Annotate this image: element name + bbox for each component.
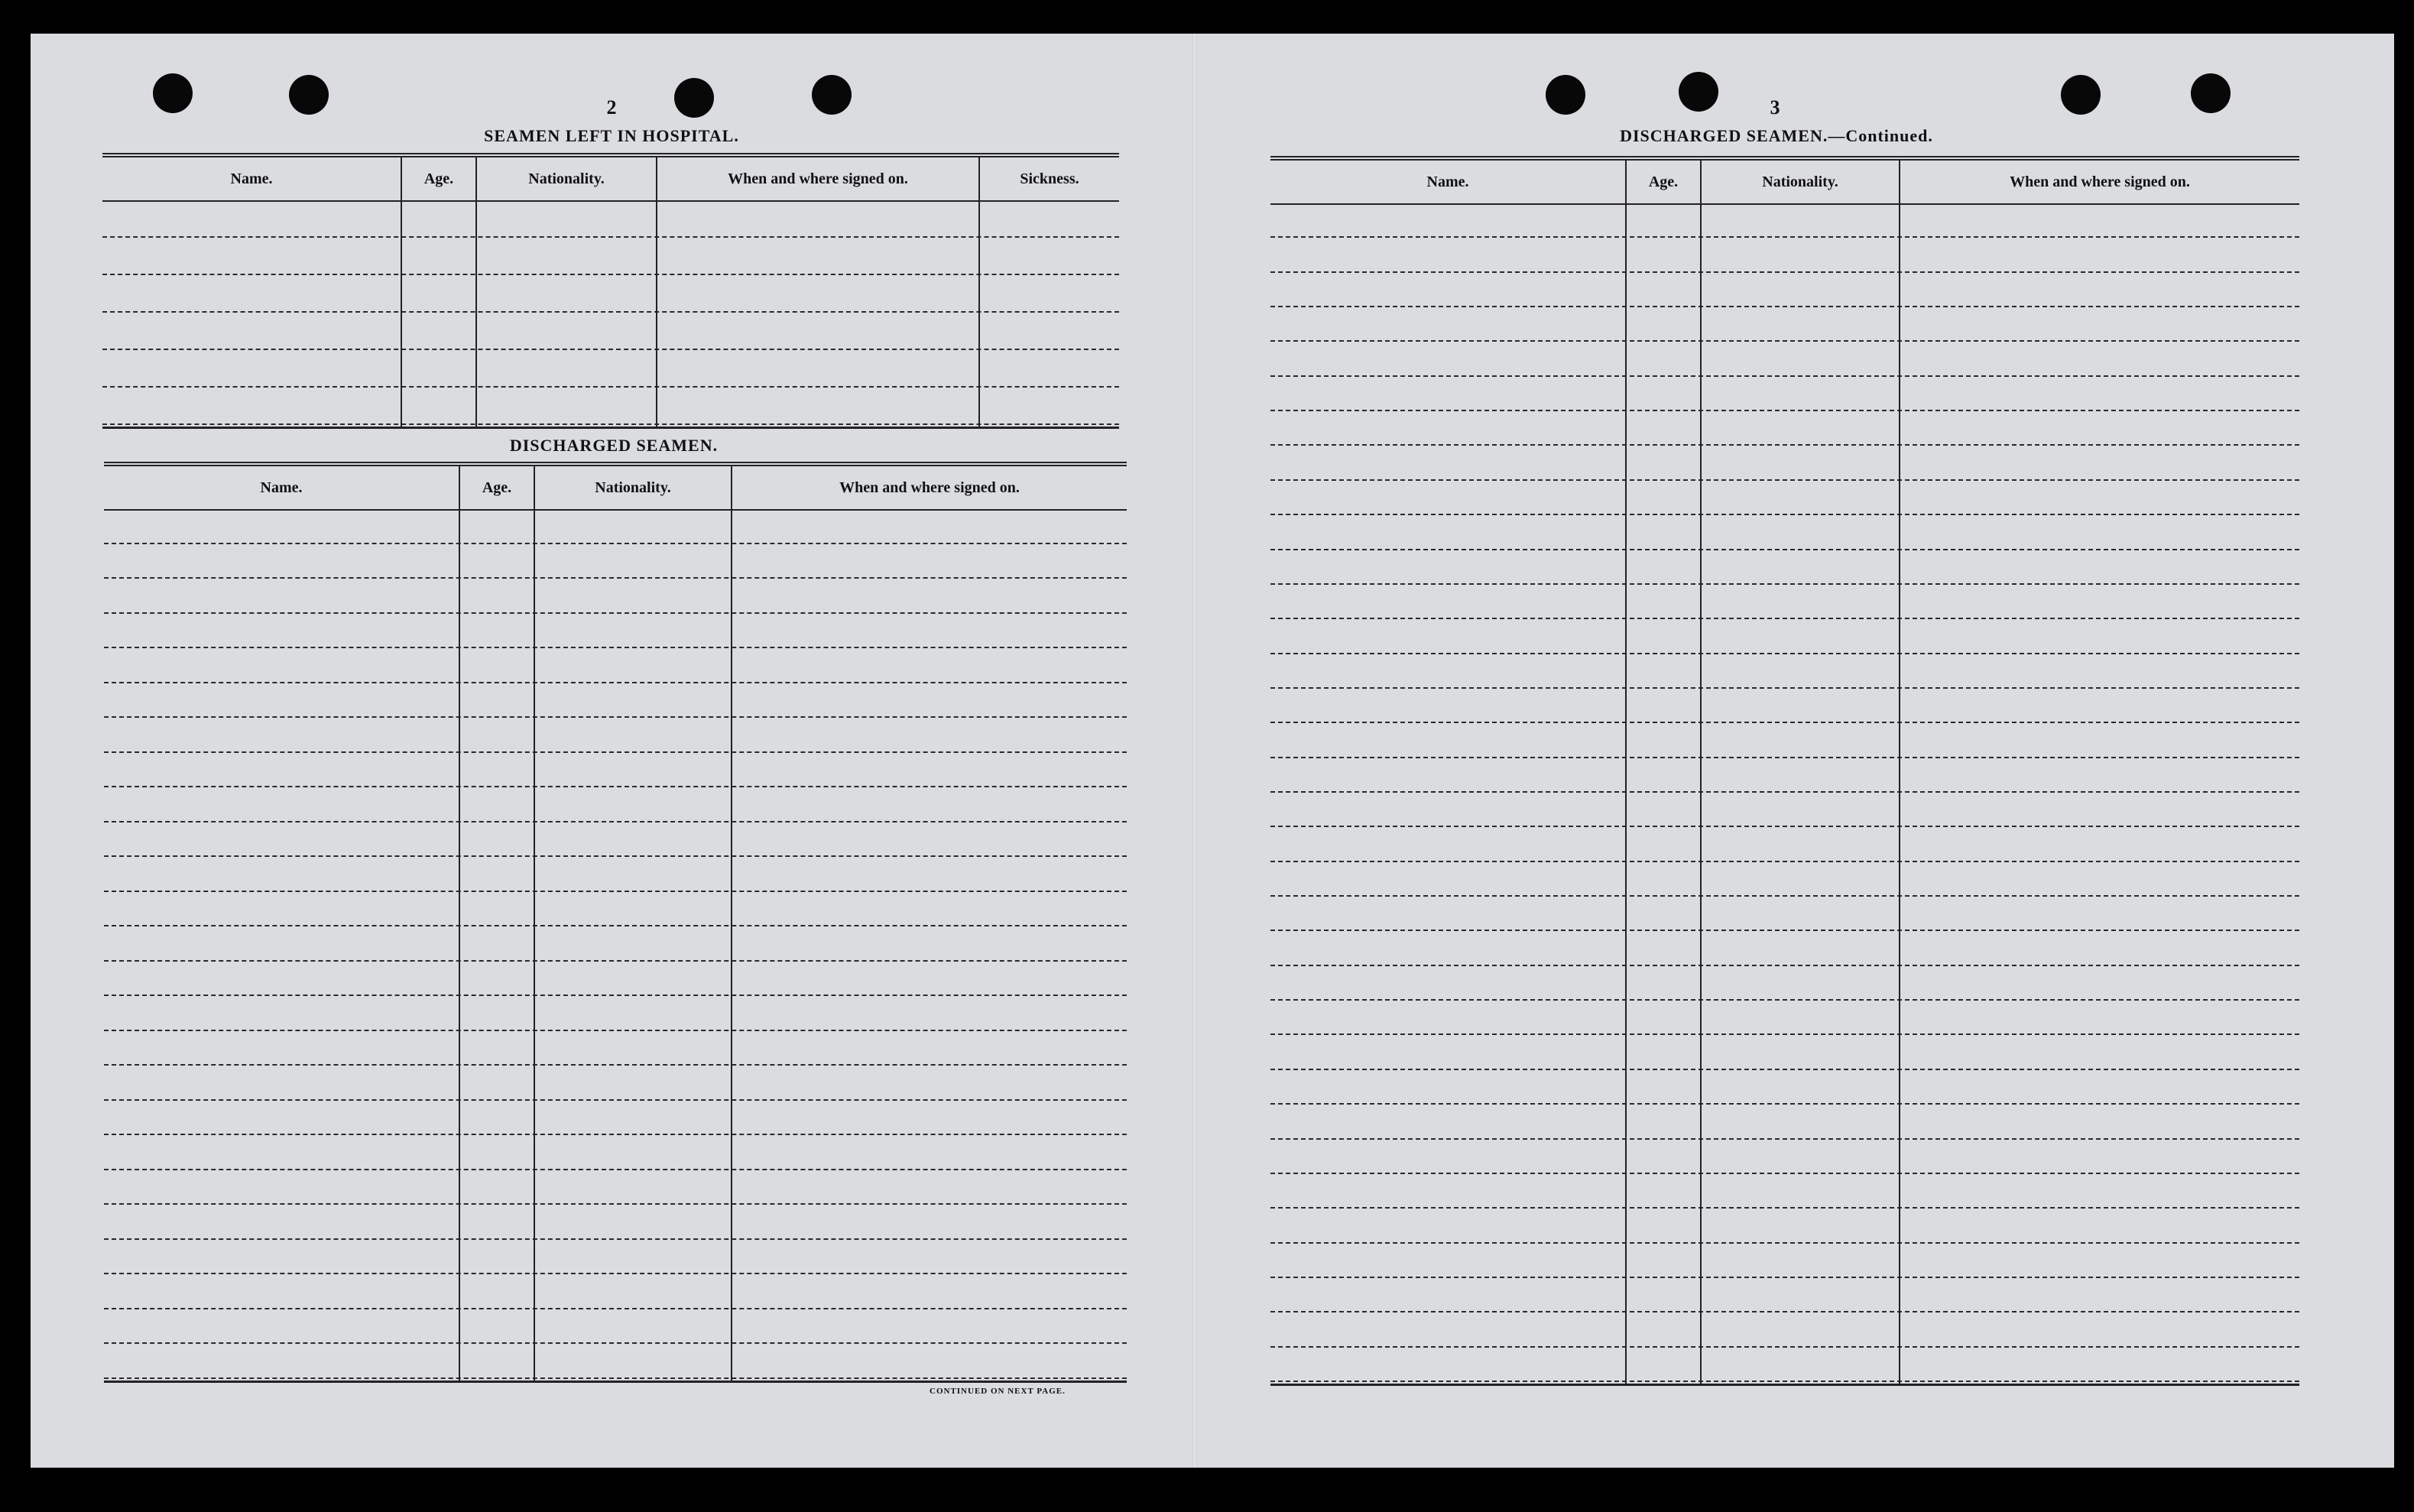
col-header-age: Age. (1625, 161, 1700, 203)
punch-hole (674, 78, 714, 118)
col-header-name: Name. (230, 170, 273, 187)
ruled-row-line (104, 751, 1127, 753)
hospital-section-title: SEAMEN LEFT IN HOSPITAL. (484, 126, 739, 145)
col-header-when-where: When and where signed on. (1899, 161, 2299, 203)
col-header-sickness: Sickness. (978, 157, 1119, 200)
punch-hole (1679, 72, 1718, 112)
ruled-row-line (1270, 410, 2299, 411)
continued-note: CONTINUED ON NEXT PAGE. (930, 1387, 1066, 1396)
ruled-row-line (1270, 1277, 2299, 1278)
ruled-row-line (1270, 549, 2299, 550)
column-divider (1625, 205, 1627, 1384)
ruled-row-line (1270, 930, 2299, 931)
ruled-row-line (104, 543, 1127, 544)
ruled-row-line (102, 236, 1119, 238)
hospital-table-header (102, 157, 1119, 202)
ruled-row-line (104, 925, 1127, 926)
ruled-row-line (1270, 479, 2299, 481)
ruled-row-line (102, 349, 1119, 350)
ruled-row-line (1270, 1207, 2299, 1209)
hospital-table-body (102, 202, 1119, 427)
discharged-table-body (104, 511, 1127, 1381)
discharged-continued-body (1270, 205, 2299, 1384)
column-divider (978, 202, 980, 427)
ruled-row-line (1270, 1311, 2299, 1312)
ruled-row-line (104, 855, 1127, 857)
ruled-row-line (102, 311, 1119, 313)
punch-hole (289, 75, 329, 115)
col-header-nationality: Nationality. (1700, 161, 1899, 203)
ruled-row-line (1270, 791, 2299, 793)
ruled-row-line (104, 716, 1127, 718)
column-divider (1700, 205, 1702, 1384)
ruled-row-line (104, 786, 1127, 787)
col-header-nationality: Nationality. (475, 157, 656, 200)
ruled-row-line (1270, 1173, 2299, 1174)
ruled-row-line (1270, 514, 2299, 515)
ruled-row-line (1270, 340, 2299, 342)
ruled-row-line (1270, 1242, 2299, 1244)
page-fold (1192, 34, 1197, 1468)
ruled-row-line (1270, 618, 2299, 619)
ruled-row-line (1270, 895, 2299, 897)
ruled-row-line (1270, 965, 2299, 966)
ruled-row-line (102, 423, 1119, 425)
ruled-row-line (104, 1308, 1127, 1309)
ruled-row-line (104, 1273, 1127, 1274)
column-divider (1899, 205, 1900, 1384)
punch-hole (812, 75, 852, 115)
hospital-table (102, 153, 1119, 429)
ruled-row-line (104, 647, 1127, 648)
ruled-row-line (1270, 1103, 2299, 1105)
discharged-continued-table (1270, 156, 2299, 1386)
ruled-row-line (104, 994, 1127, 996)
col-header-name: Name. (1426, 173, 1469, 190)
ruled-row-line (1270, 1033, 2299, 1035)
col-header-when-where: When and where signed on. (656, 157, 978, 200)
ruled-row-line (1270, 306, 2299, 307)
ruled-row-line (1270, 757, 2299, 758)
ruled-row-line (104, 577, 1127, 579)
ruled-row-line (1270, 583, 2299, 585)
column-divider (459, 511, 460, 1381)
ruled-row-line (1270, 722, 2299, 723)
ruled-row-line (102, 274, 1119, 275)
ruled-row-line (1270, 1381, 2299, 1382)
ruled-row-line (104, 1169, 1127, 1170)
ruled-row-line (104, 1342, 1127, 1344)
col-header-age: Age. (459, 466, 534, 509)
punch-hole (2191, 73, 2231, 113)
ruled-row-line (104, 1203, 1127, 1205)
ruled-row-line (1270, 236, 2299, 238)
column-divider (731, 511, 732, 1381)
ruled-row-line (104, 1238, 1127, 1240)
ruled-row-line (1270, 1138, 2299, 1140)
punch-hole (2061, 75, 2101, 115)
ruled-row-line (1270, 1069, 2299, 1070)
column-divider (401, 202, 402, 427)
ruled-row-line (1270, 1346, 2299, 1348)
ruled-row-line (1270, 687, 2299, 689)
col-header-name: Name. (260, 479, 303, 496)
ruled-row-line (1270, 999, 2299, 1001)
punch-hole (1546, 75, 1585, 115)
ruled-row-line (104, 682, 1127, 683)
col-header-age: Age. (401, 157, 475, 200)
ruled-row-line (1270, 271, 2299, 273)
ruled-row-line (104, 1099, 1127, 1101)
discharged-continued-title: DISCHARGED SEAMEN.—Continued. (1620, 126, 1933, 145)
col-header-when-where: When and where signed on. (731, 466, 1127, 509)
discharged-table (104, 462, 1127, 1383)
ruled-row-line (1270, 375, 2299, 377)
ruled-row-line (104, 960, 1127, 962)
punch-hole (153, 73, 193, 113)
ruled-row-line (102, 386, 1119, 388)
column-divider (475, 202, 477, 427)
discharged-table-header (104, 466, 1127, 511)
ruled-row-line (1270, 861, 2299, 862)
ruled-row-line (104, 821, 1127, 823)
ruled-row-line (104, 1134, 1127, 1135)
ruled-row-line (1270, 826, 2299, 827)
column-divider (534, 511, 535, 1381)
page-number-right: 3 (1770, 96, 1780, 118)
ruled-row-line (1270, 444, 2299, 446)
ruled-row-line (104, 1064, 1127, 1066)
discharged-continued-header (1270, 161, 2299, 205)
ruled-row-line (104, 612, 1127, 614)
column-divider (656, 202, 657, 427)
ruled-row-line (104, 891, 1127, 892)
page-number-left: 2 (606, 96, 617, 118)
ruled-row-line (1270, 653, 2299, 654)
discharged-section-title: DISCHARGED SEAMEN. (509, 436, 719, 455)
ruled-row-line (104, 1377, 1127, 1379)
col-header-nationality: Nationality. (534, 466, 731, 509)
ruled-row-line (104, 1030, 1127, 1031)
